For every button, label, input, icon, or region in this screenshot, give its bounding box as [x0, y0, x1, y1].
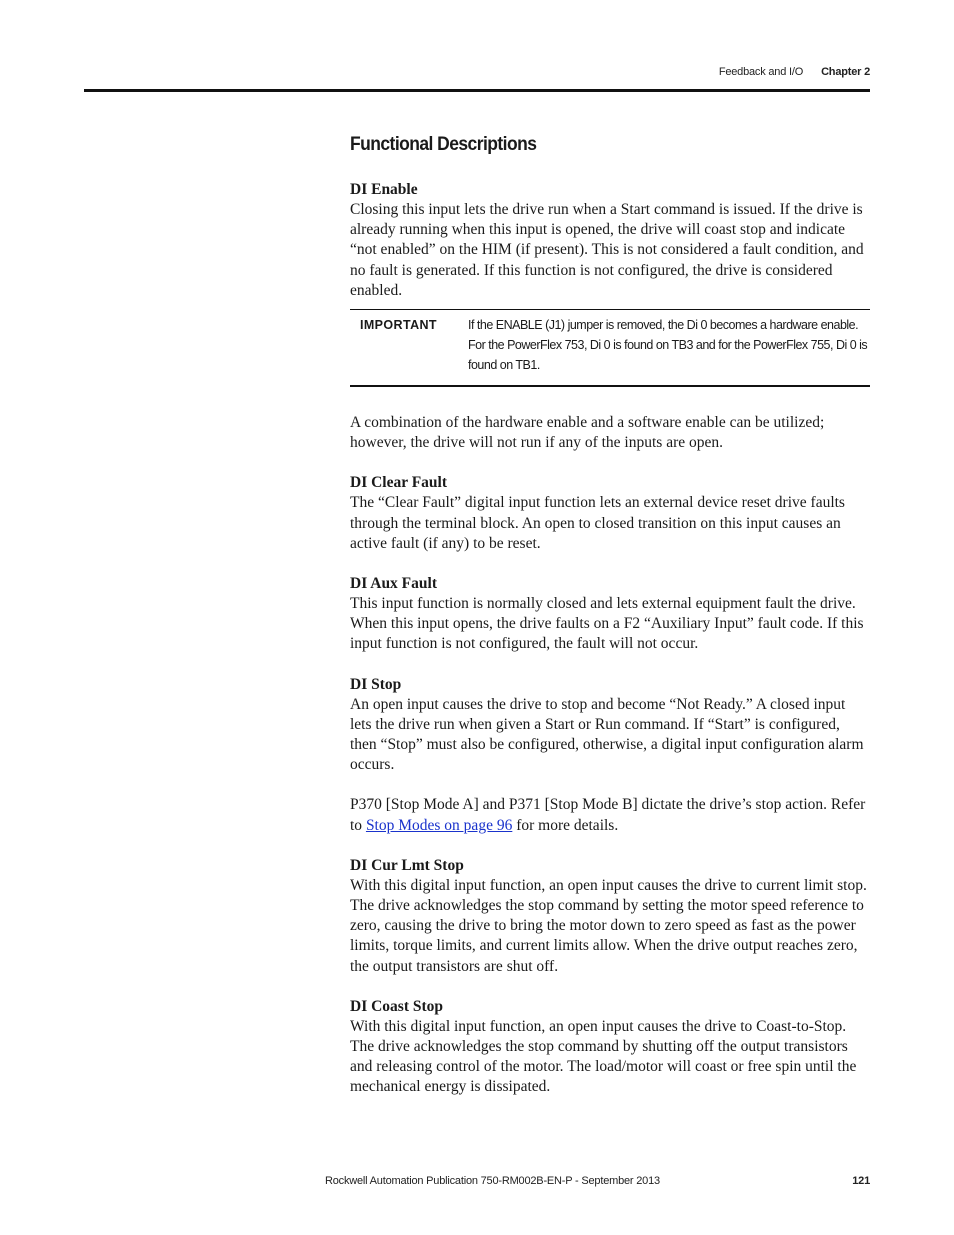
di-coast-stop-section — [350, 997, 870, 1098]
di-clear-fault-heading: DI Clear Fault — [350, 474, 448, 492]
di-cur-lmt-stop-section — [350, 856, 870, 977]
main-content — [350, 134, 870, 1118]
important-note — [350, 309, 870, 387]
di-stop-section — [350, 675, 870, 836]
di-enable-note: A combination of the hardware enable and a software enable can be utilized; however, the drive will not run if any of the inputs are open. — [350, 414, 825, 452]
di-aux-fault-heading: DI Aux Fault — [350, 575, 437, 593]
di-cur-lmt-stop-text: With this digital input function, an open input causes the drive to current limit stop. The drive acknowledges the stop command by setting the motor speed reference to zero, causing the drive to bring the motor down to zero speed as fast as the power limits, torque limits, and current limits allow. When the drive output reaches zero, the output transistors are shut off. — [350, 876, 867, 975]
page-number: 121 — [852, 1175, 870, 1187]
header-section: Feedback and I/O — [718, 66, 804, 78]
page-header — [84, 66, 870, 78]
important-text: If the ENABLE (J1) jumper is removed, the Di 0 becomes a hardware enable. For the PowerFlex 753, Di 0 is found on TB3 and for the PowerFlex 755, Di 0 is found on TB1. — [468, 318, 868, 373]
di-aux-fault-section — [350, 574, 870, 655]
di-coast-stop-text: With this digital input function, an open input causes the drive to Coast-to-Stop. The drive acknowledges the stop command by shutting off the output transistors and releasing control of the motor. The load/motor will coast or free spin until the mechanical energy is dissipated. — [350, 1017, 857, 1096]
di-enable-text: Closing this input lets the drive run when a Start command is issued. If the drive is already running when this input is opened, the drive will coast stop and indicate “not enabled” on the HIM (if present). This is not considered a fault condition, and no fault is generated. If this function is not configured, the drive is considered enabled. — [350, 201, 864, 299]
di-clear-fault-text: The “Clear Fault” digital input function lets an external device reset drive faults through the terminal block. An open to closed transition on this input causes an active fault (if any) to be reset. — [350, 494, 845, 552]
stop-modes-link[interactable]: Stop Modes on page 96 — [365, 816, 513, 834]
header-chapter: Chapter 2 — [821, 66, 870, 78]
di-enable-heading: DI Enable — [350, 181, 418, 198]
di-stop-reference — [350, 795, 870, 835]
di-stop-heading: DI Stop — [350, 675, 402, 693]
header-rule — [84, 89, 870, 92]
page-title: Functional Descriptions — [350, 134, 537, 155]
di-aux-fault-text: This input function is normally closed and lets external equipment fault the drive. When this input opens, the drive faults on a F2 “Auxiliary Input” fault code. If this input function is not configured, the fault will not occur. — [350, 595, 864, 653]
di-stop-reference-before: P370 [Stop Mode A] and P371 [Stop Mode B] dictate the drive’s stop action. Refer to — [350, 796, 866, 834]
di-cur-lmt-stop-heading: DI Cur Lmt Stop — [350, 856, 464, 874]
di-stop-text: An open input causes the drive to stop and become “Not Ready.” A closed input lets the drive run when given a Start or Run command. If “Start” is configured, then “Stop” must also be configured, otherwise, a digital input configuration alarm occurs. — [350, 695, 864, 774]
di-coast-stop-heading: DI Coast Stop — [350, 997, 444, 1015]
di-clear-fault-section — [350, 473, 870, 554]
publication-info: Rockwell Automation Publication 750-RM002B-EN-P - September 2013 — [325, 1175, 660, 1187]
di-enable-section — [350, 180, 870, 453]
important-label: IMPORTANT — [360, 318, 437, 333]
di-stop-reference-after: for more details. — [512, 816, 619, 834]
